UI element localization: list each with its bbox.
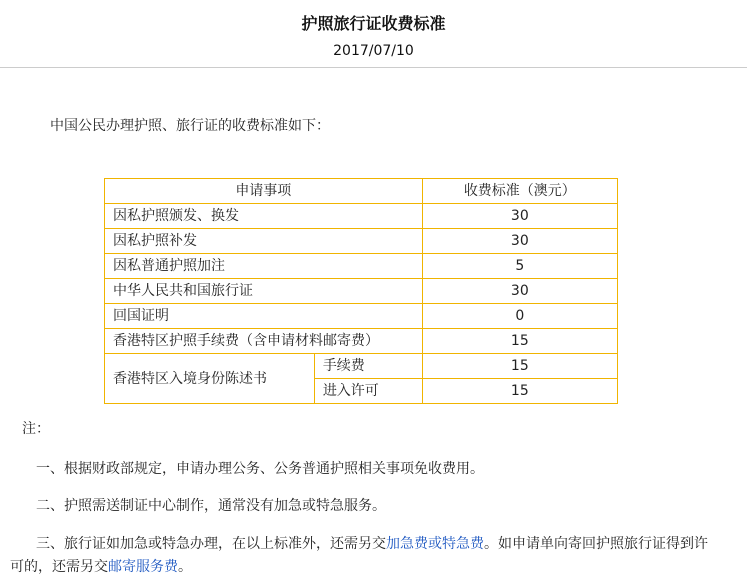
table-row [105,204,618,229]
note-3-text: 。如申请单向寄回护照旅行证得到许 [484,536,708,552]
table-row [105,279,618,304]
note-3-text: 三、旅行证如加急或特急办理，在以上标准外，还需另交 [36,536,386,552]
notes-heading: 注： [22,421,50,437]
fee-cell: 30 [422,229,617,254]
publish-date: 2017/07/10 [333,43,414,59]
item-cell: 因私护照补发 [105,229,423,254]
note-2: 二、护照需送制证中心制作，通常没有加急或特急服务。 [36,498,386,514]
item-cell: 回国证明 [105,304,423,329]
note-3-continuation [10,556,726,579]
urgent-fee-link[interactable]: 加急费或特急费 [386,536,484,552]
table-row [105,329,618,354]
fee-cell: 0 [422,304,617,329]
item-cell: 因私普通护照加注 [105,254,423,279]
page-title: 护照旅行证收费标准 [301,14,446,33]
note-1: 一、根据财政部规定，申请办理公务、公务普通护照相关事项免收费用。 [36,461,484,477]
column-header-fee: 收费标准（澳元） [422,179,617,204]
table-row [105,254,618,279]
table-row [105,304,618,329]
fee-cell: 15 [422,379,617,404]
item-cell: 因私护照颁发、换发 [105,204,423,229]
mail-service-fee-link[interactable]: 邮寄服务费 [108,559,178,575]
note-3-text: 可的，还需另交 [10,559,108,575]
table-row [105,229,618,254]
fee-table [104,178,618,404]
table-header-row [105,179,618,204]
item-cell-hk-entry: 香港特区入境身份陈述书 [105,354,315,404]
fee-cell: 30 [422,279,617,304]
note-3-text: 。 [178,559,192,575]
fee-cell: 15 [422,354,617,379]
intro-text: 中国公民办理护照、旅行证的收费标准如下： [50,118,330,134]
header-divider [0,67,747,68]
note-3 [10,533,726,579]
item-cell: 中华人民共和国旅行证 [105,279,423,304]
item-cell: 香港特区护照手续费（含申请材料邮寄费） [105,329,423,354]
sub-item-cell: 进入许可 [314,379,422,404]
fee-cell: 30 [422,204,617,229]
fee-cell: 5 [422,254,617,279]
column-header-item: 申请事项 [105,179,423,204]
sub-item-cell: 手续费 [314,354,422,379]
fee-cell: 15 [422,329,617,354]
table-row [105,354,618,379]
